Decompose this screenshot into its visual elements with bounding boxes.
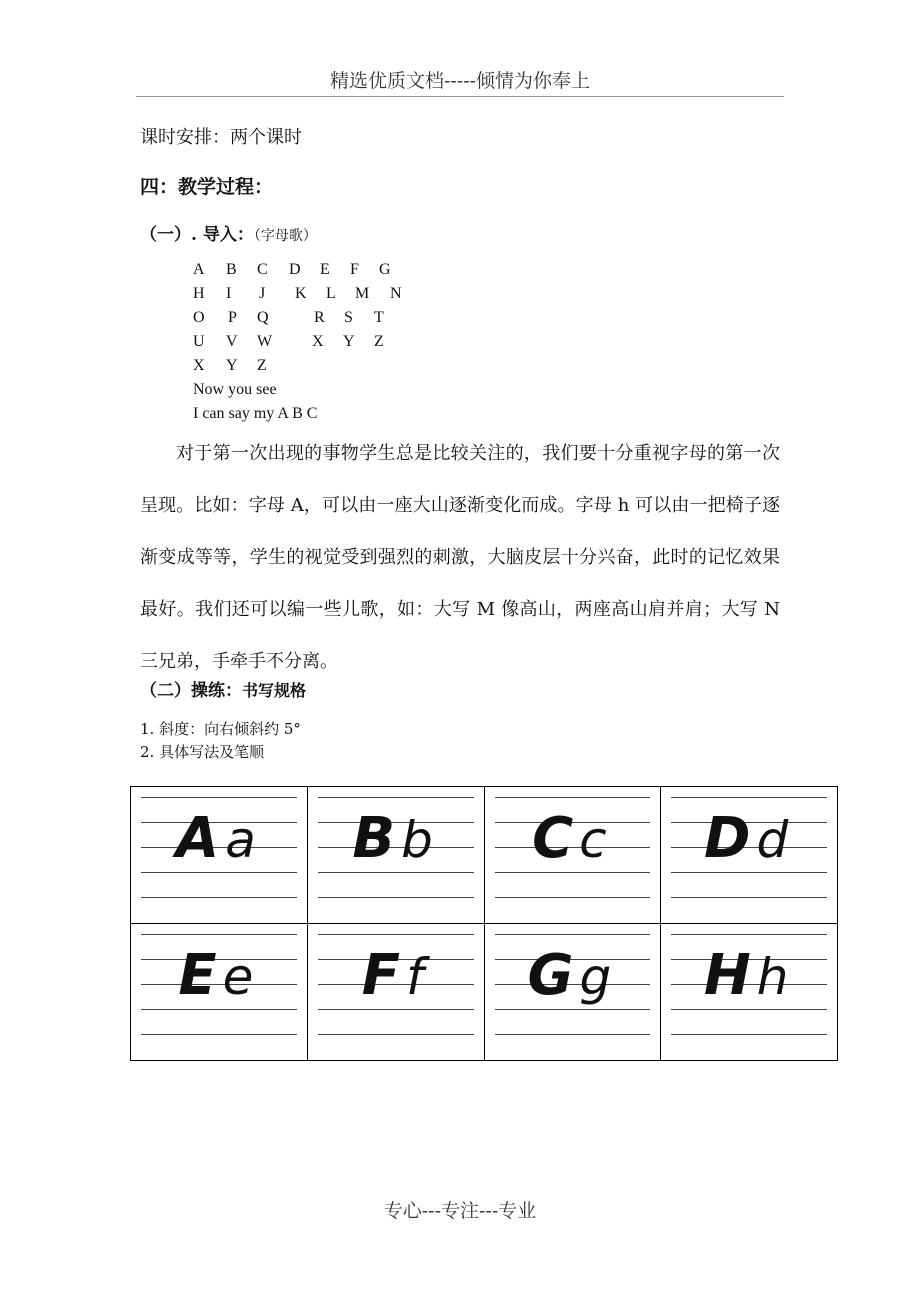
song-letter: Y — [226, 357, 238, 374]
uppercase-letter: F — [361, 943, 406, 1008]
song-letter: C — [257, 261, 268, 278]
letter-pair — [485, 799, 661, 880]
song-row-4 — [193, 330, 413, 354]
song-letter: B — [226, 261, 237, 278]
song-letter: V — [226, 333, 238, 350]
lowercase-letter: d — [756, 811, 795, 869]
song-letter: Y — [343, 333, 355, 350]
intro-heading — [140, 220, 317, 245]
song-letter: J — [259, 285, 266, 302]
song-letter: K — [295, 285, 307, 302]
letter-cell — [661, 924, 838, 1061]
letter-cell — [661, 787, 838, 924]
letter-pair — [485, 936, 661, 1017]
practice-label: （二）操练： — [140, 681, 242, 701]
song-letter: E — [320, 261, 330, 278]
list-item: 2. 具体写法及笔顺 — [140, 743, 265, 761]
uppercase-letter: H — [703, 943, 757, 1008]
song-row-5 — [193, 354, 413, 378]
uppercase-letter: E — [178, 943, 223, 1008]
song-letter: O — [193, 309, 205, 326]
song-line-1: Now you see — [193, 381, 277, 398]
song-letter: A — [193, 261, 205, 278]
practice-title: 书写规格 — [242, 681, 307, 700]
song-letter: S — [344, 309, 353, 326]
uppercase-letter: C — [532, 806, 580, 871]
song-line-2: I can say my A B C — [193, 405, 318, 422]
letter-pair — [131, 936, 307, 1017]
song-letter: D — [289, 261, 301, 278]
lowercase-letter: b — [401, 811, 439, 869]
list-item: 1. 斜度：向右倾斜约 5° — [140, 720, 301, 738]
song-row-3 — [193, 306, 413, 330]
page-header: 精选优质文档-----倾情为你奉上 — [329, 70, 591, 92]
song-letter: Z — [374, 333, 384, 350]
song-letter: R — [314, 309, 325, 326]
song-row-2 — [193, 282, 413, 306]
song-letter: M — [355, 285, 370, 302]
letter-pair — [308, 936, 484, 1017]
letter-cell — [307, 787, 484, 924]
lowercase-letter: c — [579, 811, 613, 869]
letter-cell — [484, 787, 661, 924]
paragraph-text: 对于第一次出现的事物学生总是比较关注的，我们要十分重视字母的第一次呈现。比如：字母 A，可以由一座大山逐渐变化而成。字母 h 可以由一把椅子逐渐变成等等，学生的视觉受到强烈的刺激，大脑皮层十分兴奋，此时的记忆效果最好。我们还可以编一些儿歌，如：大写 M 像高山，两座高山肩并肩；大写 N 三兄弟，手牵手不分离。 — [140, 443, 780, 672]
lowercase-letter: f — [405, 948, 430, 1006]
song-letter: G — [379, 261, 391, 278]
song-letter: X — [312, 333, 324, 350]
song-letter: Q — [257, 309, 269, 326]
song-letter: F — [350, 261, 359, 278]
letter-cell — [307, 924, 484, 1061]
schedule-line: 课时安排：两个课时 — [140, 127, 302, 148]
header-divider — [136, 96, 784, 97]
practice-heading — [140, 676, 306, 701]
song-letter: H — [193, 285, 205, 302]
lowercase-letter: g — [579, 948, 618, 1006]
uppercase-letter: A — [175, 806, 226, 871]
uppercase-letter: D — [704, 806, 757, 871]
practice-list — [140, 718, 301, 764]
lowercase-letter: e — [222, 948, 260, 1006]
letter-pair — [131, 799, 307, 880]
section-title: 四：教学过程： — [140, 176, 274, 198]
letter-pair — [661, 799, 837, 880]
song-letter: P — [228, 309, 237, 326]
song-letter: U — [193, 333, 205, 350]
letter-pair — [308, 799, 484, 880]
grid-row — [131, 924, 838, 1061]
alphabet-song — [193, 258, 413, 426]
uppercase-letter: G — [527, 943, 580, 1008]
intro-label: （一）. 导入： — [140, 225, 254, 245]
grid-row — [131, 787, 838, 924]
letter-pair — [661, 936, 837, 1017]
song-row-1 — [193, 258, 413, 282]
song-letter: X — [193, 357, 205, 374]
intro-paragraph — [140, 428, 780, 688]
letter-cell — [484, 924, 661, 1061]
song-letter: I — [226, 285, 232, 302]
page-footer: 专心---专注---专业 — [383, 1200, 537, 1222]
song-letter: L — [326, 285, 336, 302]
letter-cell — [131, 787, 308, 924]
lowercase-letter: a — [225, 811, 262, 869]
song-letter: T — [374, 309, 384, 326]
letter-writing-grid — [130, 786, 838, 1061]
song-letter: N — [390, 285, 402, 302]
uppercase-letter: B — [352, 806, 402, 871]
song-letter: W — [257, 333, 273, 350]
letter-cell — [131, 924, 308, 1061]
intro-note: （字母歌） — [253, 228, 317, 244]
song-letter: Z — [257, 357, 267, 374]
lowercase-letter: h — [756, 948, 795, 1006]
